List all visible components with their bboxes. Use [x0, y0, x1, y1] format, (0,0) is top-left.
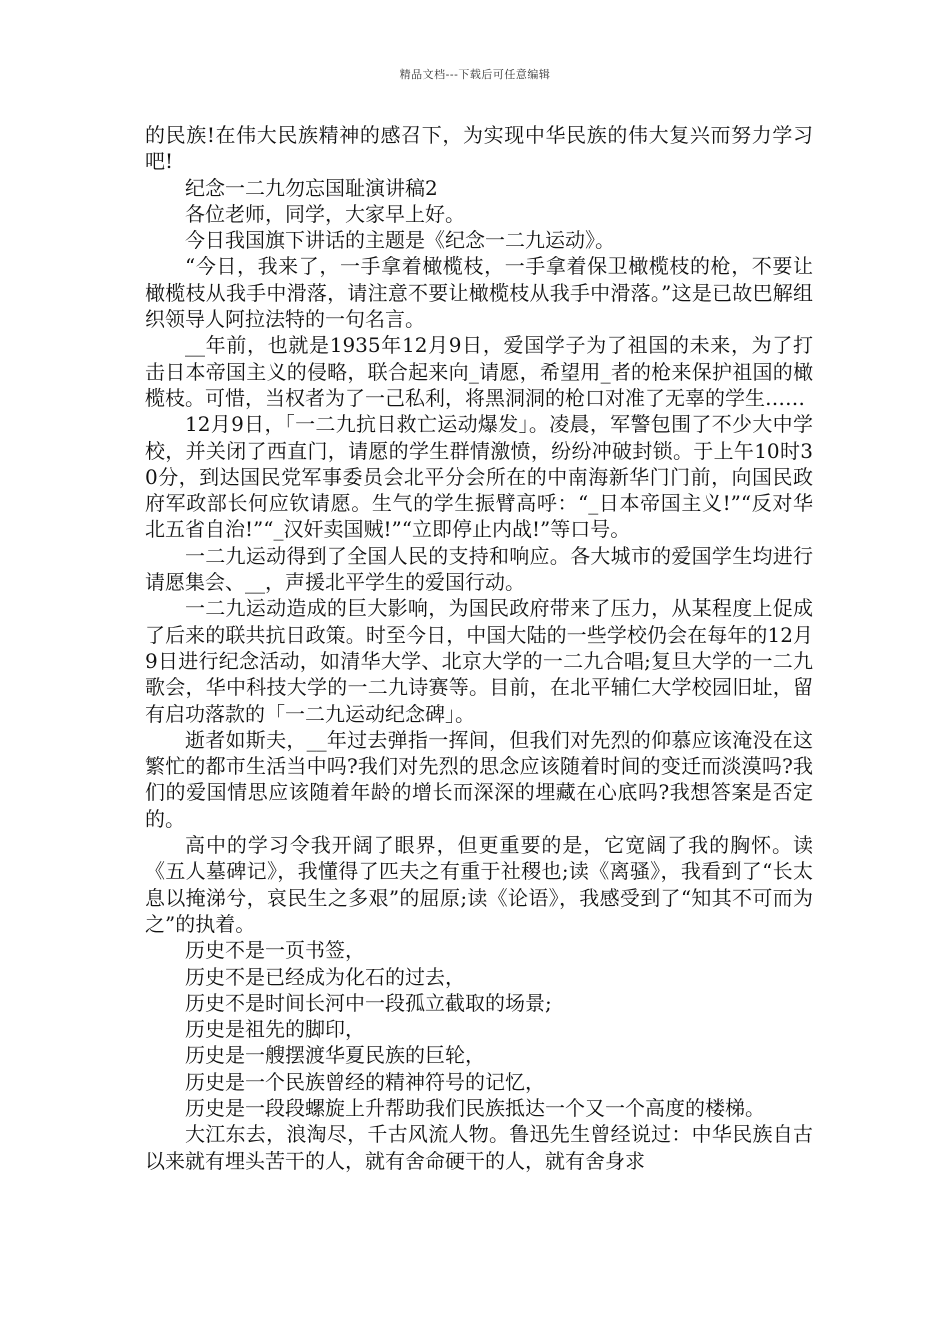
poem-line: 历史是一艘摆渡华夏民族的巨轮，	[185, 1043, 485, 1068]
paragraph: 12月9日，「一二九抗日救亡运动爆发」。凌晨，军警包围了不少大中学校，并关闭了西直门，请愿的学生群情激愤，纷纷冲破封锁。于上午10时30分，到达国民党军事委员会北平分会所在的中南海新华门门前，向国民政府军政部长何应钦请愿。生气的学生振臂高呼：“_日本帝国主义!”“反对华北五省自治!”“_汉奸卖国贼!”“立即停止内战!”等口号。	[145, 412, 813, 542]
paragraph: “今日，我来了，一手拿着橄榄枝，一手拿着保卫橄榄枝的枪，不要让橄榄枝从我手中滑落，请注意不要让橄榄枝从我手中滑落。”这是已故巴解组织领导人阿拉法特的一句名言。	[145, 254, 813, 332]
poem-line: 历史是一个民族曾经的精神符号的记忆，	[185, 1069, 545, 1094]
page-header: 精品文档---下载后可任意编辑	[399, 68, 551, 81]
poem-line: 历史是祖先的脚印，	[185, 1017, 365, 1042]
poem-line: 历史不是已经成为化石的过去，	[185, 964, 465, 989]
poem-line: 历史不是时间长河中一段孤立截取的场景;	[185, 990, 552, 1015]
poem-line: 历史是一段段螺旋上升帮助我们民族抵达一个又一个高度的楼梯。	[185, 1095, 765, 1120]
paragraph: __年前，也就是1935年12月9日，爱国学子为了祖国的未来，为了打击日本帝国主义的侵略，联合起来向_请愿，希望用_者的枪来保护祖国的橄榄枝。可惜，当权者为了一己私利，将黑洞洞的枪口对准了无辜的学生……	[145, 333, 813, 410]
paragraph: 逝者如斯夫，__年过去弹指一挥间，但我们对先烈的仰慕应该淹没在这繁忙的都市生活当中吗?我们对先烈的思念应该随着时间的变迁而淡漠吗?我们的爱国情思应该随着年龄的增长而深深的埋藏在心底吗?我想答案是否定的。	[145, 727, 813, 831]
paragraph: 今日我国旗下讲话的主题是《纪念一二九运动》。	[185, 228, 615, 253]
paragraph: 一二九运动造成的巨大影响，为国民政府带来了压力，从某程度上促成了后来的联共抗日政策。时至今日，中国大陆的一些学校仍会在每年的12月9日进行纪念活动，如清华大学、北京大学的一二九合唱;复旦大学的一二九歌会，华中科技大学的一二九诗赛等。目前，在北平辅仁大学校园旧址，留有启功落款的「一二九运动纪念碑」。	[145, 596, 813, 726]
paragraph: 高中的学习令我开阔了眼界，但更重要的是，它宽阔了我的胸怀。读《五人墓碑记》，我懂得了匹夫之有重于社稷也;读《离骚》，我看到了“长太息以掩涕兮，哀民生之多艰”的屈原;读《论语》，我感受到了“知其不可而为之”的执着。	[145, 833, 813, 936]
paragraph: 各位老师，同学，大家早上好。	[185, 201, 465, 226]
paragraph: 一二九运动得到了全国人民的支持和响应。各大城市的爱国学生均进行请愿集会、__，声援北平学生的爱国行动。	[145, 543, 813, 595]
poem-line: 历史不是一页书签，	[185, 938, 365, 963]
paragraph: 的民族!在伟大民族精神的感召下，为实现中华民族的伟大复兴而努力学习吧!	[145, 123, 813, 174]
paragraph: 大江东去，浪淘尽，千古风流人物。鲁迅先生曾经说过：中华民族自古以来就有埋头苦干的人，就有舍命硬干的人，就有舍身求	[145, 1122, 813, 1173]
document-body	[145, 122, 813, 1174]
speech-title: 纪念一二九勿忘国耻演讲稿2	[185, 175, 438, 200]
